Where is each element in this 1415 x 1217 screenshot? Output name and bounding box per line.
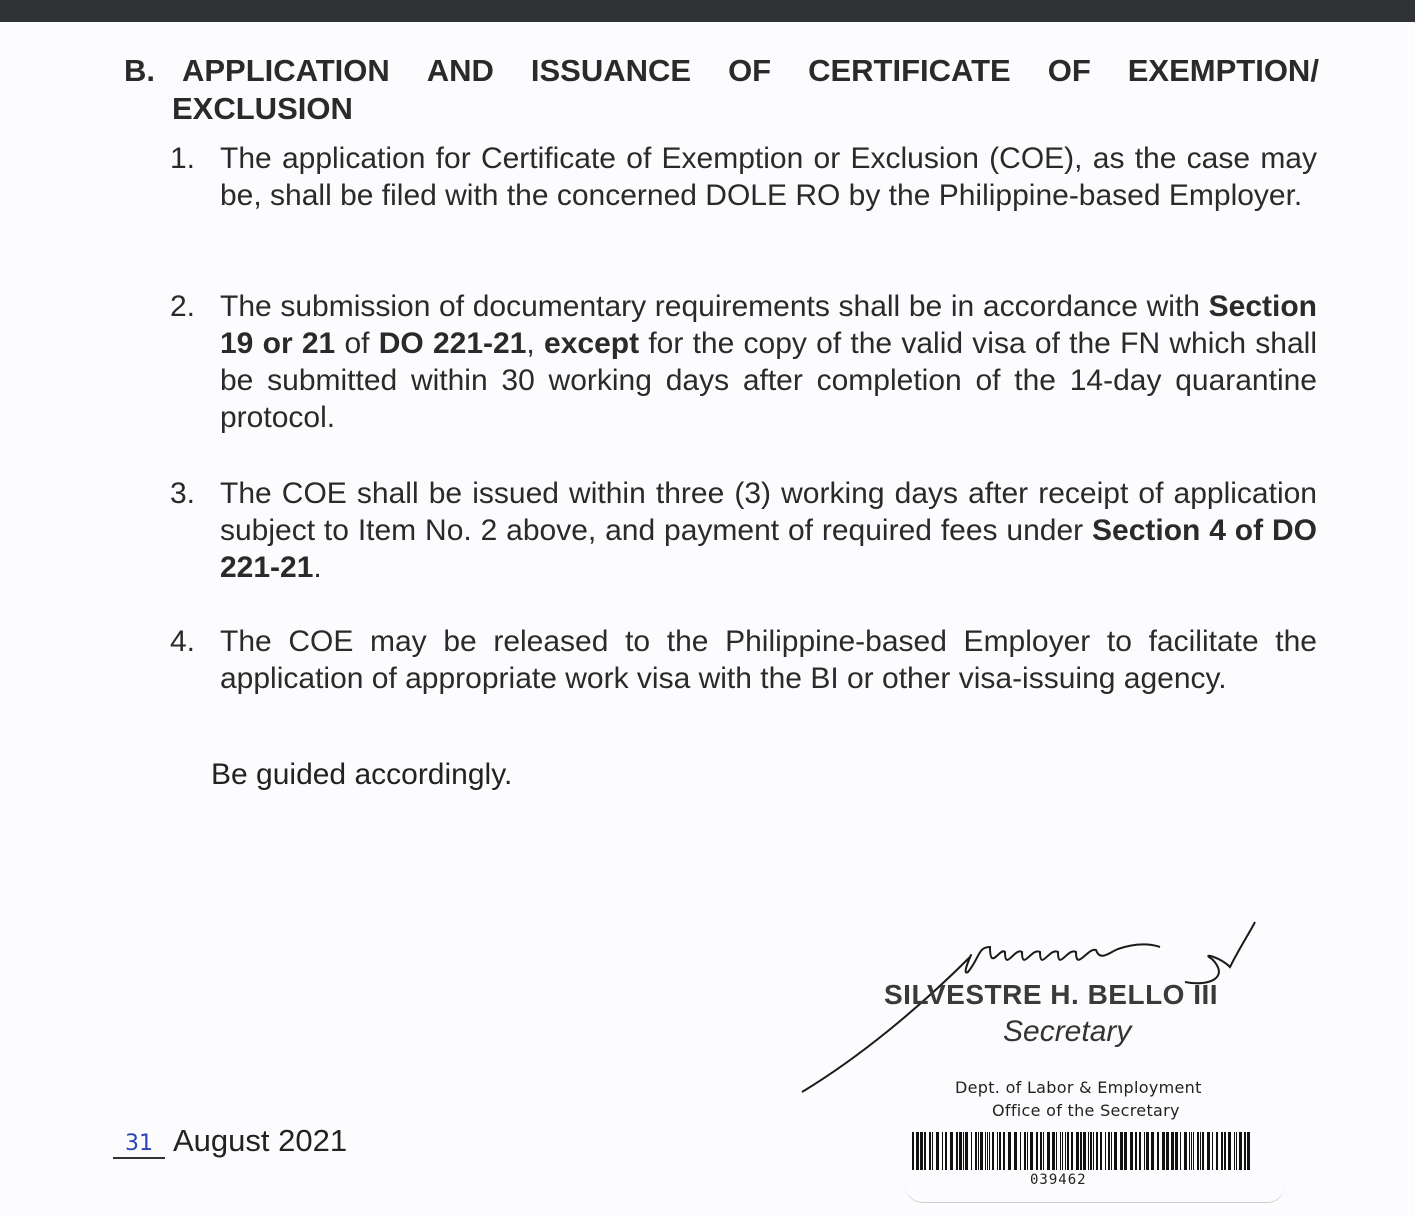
barcode-bar <box>1067 1132 1069 1170</box>
barcode-icon <box>912 1132 1252 1170</box>
barcode-bar <box>1212 1132 1213 1170</box>
list-item-2 <box>170 288 1317 436</box>
heading-word: B. <box>124 53 155 88</box>
item-text: The submission of documentary requirements shall be in accordance with <box>220 290 1209 323</box>
barcode-bar <box>1120 1132 1123 1170</box>
barcode-bar <box>1180 1132 1181 1170</box>
barcode-bar <box>1151 1132 1154 1170</box>
barcode-bar <box>1135 1132 1137 1170</box>
barcode-bar <box>1003 1132 1005 1170</box>
date-month-year: August 2021 <box>173 1123 348 1158</box>
heading-word: ISSUANCE <box>530 53 692 88</box>
barcode-bar <box>936 1132 939 1170</box>
barcode-bar <box>1047 1132 1050 1170</box>
item-number: 3. <box>170 477 196 510</box>
heading-word: EXEMPTION/ <box>1127 53 1319 88</box>
barcode-bar <box>1088 1132 1089 1170</box>
barcode-bar <box>1144 1132 1145 1170</box>
bold-reference: Section 19 or 21 <box>220 290 1317 360</box>
heading-line-2: EXCLUSION <box>172 91 353 126</box>
stamp-office: Office of the Secretary <box>992 1101 1180 1120</box>
barcode-bar <box>1024 1132 1026 1170</box>
barcode-bar <box>1247 1132 1250 1170</box>
barcode-bar <box>1052 1132 1055 1170</box>
barcode-bar <box>1171 1132 1174 1170</box>
barcode-bar <box>1221 1132 1223 1170</box>
heading-word: APPLICATION <box>181 53 390 88</box>
barcode-bar <box>975 1132 977 1170</box>
barcode-bar <box>1062 1132 1063 1170</box>
barcode-bar <box>1162 1132 1165 1170</box>
barcode-bar <box>1040 1132 1042 1170</box>
heading-word: OF <box>1047 53 1091 88</box>
barcode-bar <box>945 1132 947 1170</box>
item-number: 2. <box>170 290 196 323</box>
barcode-bar <box>1020 1132 1021 1170</box>
barcode-bar <box>1130 1132 1133 1170</box>
barcode-bar <box>1014 1132 1017 1170</box>
barcode-bar <box>963 1132 964 1170</box>
barcode-bar <box>1030 1132 1033 1170</box>
barcode-bar <box>989 1132 990 1170</box>
barcode-bar <box>1043 1132 1044 1170</box>
item-body <box>220 140 1317 214</box>
receiving-stamp <box>905 1072 1285 1207</box>
item-text: The application for Certificate of Exemption or Exclusion (COE), as the case may be, shall be filed with the concerned DOLE RO by the Philippine-based Employer. <box>220 142 1317 212</box>
barcode-bar <box>985 1132 986 1170</box>
stamp-dept: Dept. of Labor & Employment <box>955 1078 1202 1097</box>
barcode-bar <box>920 1132 923 1170</box>
barcode-bar <box>1027 1132 1028 1170</box>
barcode-bar <box>916 1132 919 1170</box>
barcode-bar <box>1146 1132 1149 1170</box>
barcode-bar <box>1193 1132 1194 1170</box>
barcode-bar <box>1166 1132 1169 1170</box>
barcode-bar <box>987 1132 988 1170</box>
viewer-top-bar <box>0 0 1415 22</box>
barcode-bar <box>965 1132 968 1170</box>
barcode-bar <box>1239 1132 1242 1170</box>
item-body <box>220 288 1317 436</box>
barcode-bar <box>950 1132 953 1170</box>
barcode-bar <box>1124 1132 1127 1170</box>
heading-word: AND <box>426 53 494 88</box>
barcode-bar <box>1228 1132 1231 1170</box>
barcode-bar <box>924 1132 926 1170</box>
item-body <box>220 623 1317 697</box>
barcode-bar <box>1090 1132 1092 1170</box>
item-text: The COE may be released to the Philippine-based Employer to facilitate the application of appropriate work visa with the BI or other visa-issuing agency. <box>220 625 1317 695</box>
barcode-bar <box>942 1132 943 1170</box>
barcode-bar <box>1111 1132 1112 1170</box>
barcode-bar <box>1200 1132 1201 1170</box>
barcode-bar <box>999 1132 1001 1170</box>
list-item-1 <box>170 140 1317 214</box>
barcode-bar <box>971 1132 972 1170</box>
stamp-code: 039462 <box>1030 1172 1087 1188</box>
barcode-bar <box>1008 1132 1011 1170</box>
item-number: 1. <box>170 142 196 175</box>
barcode-bar <box>978 1132 979 1170</box>
barcode-bar <box>959 1132 962 1170</box>
barcode-bar <box>992 1132 994 1170</box>
closing-line: Be guided accordingly. <box>211 758 513 791</box>
barcode-bar <box>1191 1132 1192 1170</box>
document-page <box>0 22 1415 1197</box>
heading-word: CERTIFICATE <box>808 53 1011 88</box>
item-text: The COE shall be issued within three (3) working days after receipt of application subject to Item No. 2 above, and payment of required fees under <box>220 477 1317 547</box>
barcode-bar <box>1114 1132 1117 1170</box>
barcode-bar <box>1157 1132 1159 1170</box>
barcode-bar <box>1234 1132 1235 1170</box>
heading-word: OF <box>728 53 772 88</box>
bold-reference: DO 221-21 <box>378 327 527 360</box>
barcode-bar <box>1083 1132 1086 1170</box>
barcode-bar <box>1184 1132 1187 1170</box>
barcode-bar <box>1071 1132 1073 1170</box>
barcode-bar <box>1100 1132 1102 1170</box>
bold-reference: Section 4 of DO 221-21 <box>220 514 1317 584</box>
document-date <box>113 1122 347 1159</box>
barcode-bar <box>1060 1132 1061 1170</box>
barcode-bar <box>1197 1132 1199 1170</box>
list-item-4 <box>170 623 1317 697</box>
bold-reference: except <box>544 327 640 360</box>
item-number: 4. <box>170 625 196 658</box>
barcode-bar <box>912 1132 914 1170</box>
barcode-bar <box>1236 1132 1237 1170</box>
barcode-bar <box>1139 1132 1141 1170</box>
list-item-3 <box>170 475 1317 586</box>
item-text: for the copy of the valid visa of the FN which shall be submitted within 30 working days after completion of the 14-day quarantine protocol. <box>220 327 1317 434</box>
barcode-bar <box>929 1132 931 1170</box>
barcode-bar <box>997 1132 998 1170</box>
item-text: , <box>526 327 545 360</box>
barcode-bar <box>1224 1132 1226 1170</box>
barcode-bar <box>1189 1132 1190 1170</box>
item-text: of <box>335 327 379 360</box>
barcode-bar <box>1244 1132 1246 1170</box>
signatory-title: Secretary <box>1003 1015 1132 1048</box>
barcode-bar <box>1216 1132 1218 1170</box>
barcode-bar <box>1207 1132 1210 1170</box>
barcode-bar <box>980 1132 983 1170</box>
barcode-bar <box>1096 1132 1098 1170</box>
item-text: . <box>313 551 322 584</box>
barcode-bar <box>1076 1132 1079 1170</box>
signatory-name: SILVESTRE H. BELLO III <box>884 979 1219 1010</box>
item-body <box>220 475 1317 586</box>
barcode-bar <box>1080 1132 1082 1170</box>
barcode-bar <box>1105 1132 1106 1170</box>
barcode-bar <box>932 1132 933 1170</box>
barcode-bar <box>1108 1132 1110 1170</box>
barcode-bar <box>1036 1132 1038 1170</box>
barcode-bar <box>1202 1132 1204 1170</box>
section-heading <box>124 52 1319 128</box>
date-day: 31 <box>113 1131 165 1159</box>
barcode-bar <box>1056 1132 1057 1170</box>
barcode-bar <box>1065 1132 1066 1170</box>
barcode-bar <box>1093 1132 1094 1170</box>
barcode-bar <box>956 1132 958 1170</box>
barcode-bar <box>1175 1132 1178 1170</box>
